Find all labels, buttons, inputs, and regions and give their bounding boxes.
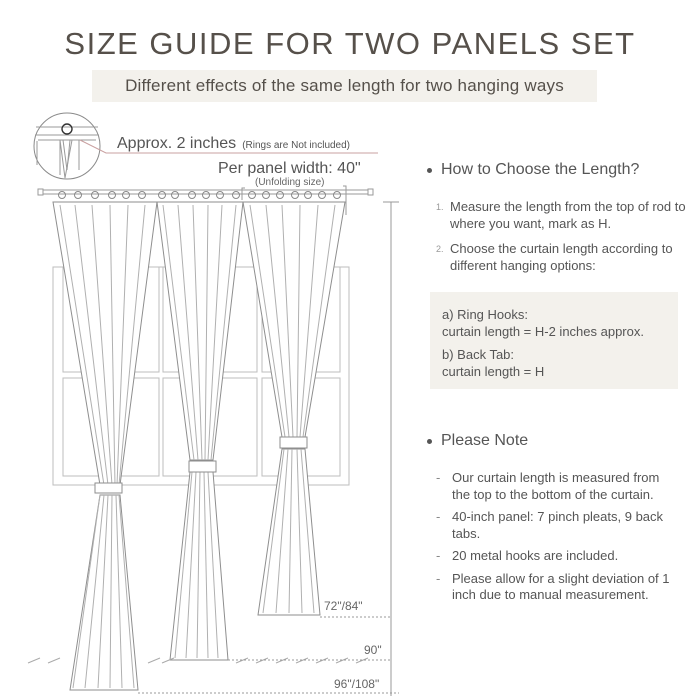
curtain-panel-90 <box>157 202 243 660</box>
step-text: Choose the curtain length according to different hanging options: <box>450 241 673 273</box>
panel-width-label: Per panel width: 40" <box>218 160 361 177</box>
how-to-choose-heading <box>427 161 639 179</box>
option-label: b) Back Tab: <box>442 347 515 362</box>
ring-callout-note: (Rings are Not included) <box>242 140 351 151</box>
note-item <box>436 548 676 565</box>
note-item <box>436 571 676 604</box>
length-mark-96-108: 96"/108" <box>334 677 380 691</box>
length-mark-72-84: 72"/84" <box>324 599 363 613</box>
how-to-choose-title: How to Choose the Length? <box>441 161 640 178</box>
option-formula: curtain length = H <box>442 364 545 379</box>
option-ring-hooks <box>442 306 678 340</box>
step-text: Measure the length from the top of rod to where you want, mark as H. <box>450 199 686 231</box>
please-note-list <box>436 470 676 610</box>
note-text: 40-inch panel: 7 pinch pleats, 9 back tabs. <box>452 509 664 541</box>
note-text: 20 metal hooks are included. <box>452 548 619 563</box>
note-text: Our curtain length is measured from the top to the bottom of the curtain. <box>452 470 660 502</box>
step-number: 2. <box>436 244 444 254</box>
dash-bullet-icon: - <box>436 570 441 586</box>
step-item <box>436 240 686 274</box>
subtitle-text: Different effects of the same length for two hanging ways <box>125 76 564 95</box>
note-item <box>436 509 676 542</box>
bullet-icon <box>427 168 432 173</box>
dash-bullet-icon: - <box>436 548 441 563</box>
ring-callout <box>117 135 350 153</box>
how-to-choose-steps <box>436 198 686 282</box>
option-back-tab <box>442 346 678 380</box>
dash-bullet-icon: - <box>436 509 441 524</box>
option-formula: curtain length = H-2 inches approx. <box>442 324 644 339</box>
curtain-panel-floor <box>53 202 157 690</box>
panel-width-note: (Unfolding size) <box>255 177 325 188</box>
note-item <box>436 470 676 503</box>
please-note-heading <box>427 432 528 450</box>
option-label: a) Ring Hooks: <box>442 307 528 322</box>
step-number: 1. <box>436 202 444 212</box>
page-title: SIZE GUIDE FOR TWO PANELS SET <box>64 26 636 61</box>
note-text: Please allow for a slight deviation of 1 inch due to manual measurement. <box>452 570 670 602</box>
please-note-title: Please Note <box>441 432 529 449</box>
dash-bullet-icon: - <box>436 470 441 485</box>
ring-callout-text: Approx. 2 inches <box>117 135 237 152</box>
length-mark-90: 90" <box>364 643 382 657</box>
bullet-icon <box>427 439 432 444</box>
hanging-options-box <box>430 292 678 389</box>
curtain-panel-72 <box>243 202 345 615</box>
step-item <box>436 198 686 232</box>
